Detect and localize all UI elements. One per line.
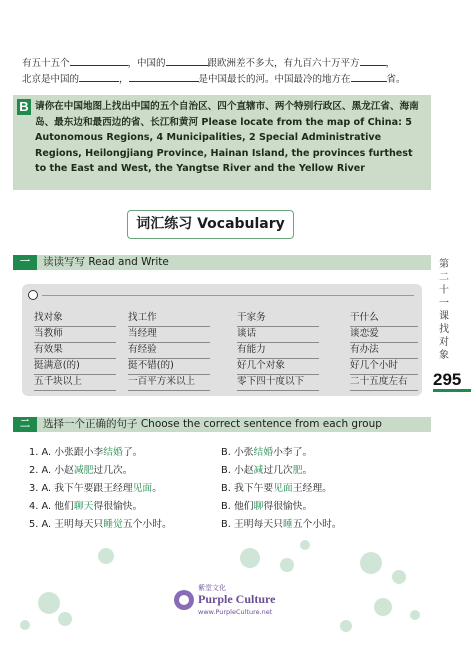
choice-b: B. 小张结婚小李了。 — [221, 447, 313, 458]
word-cell: 有经验 — [128, 343, 210, 359]
fill-text: ， — [385, 58, 396, 69]
choice-row — [29, 500, 429, 518]
fill-text: 有五十五个 — [22, 58, 70, 69]
word-row — [34, 327, 418, 343]
word-cell: 二十五度左右 — [350, 375, 418, 391]
choice-row — [29, 446, 429, 464]
blank — [79, 73, 119, 82]
blank — [166, 57, 208, 66]
choice-row — [29, 518, 429, 536]
section-1-header — [13, 255, 431, 270]
blank — [351, 73, 387, 82]
circle-icon — [28, 290, 38, 300]
choice-a: 4. A. 他们聊天得很愉快。 — [29, 501, 143, 512]
word-cell: 找工作 — [128, 311, 210, 327]
choice-b: B. 我下午要见面王经理。 — [221, 483, 332, 494]
choice-a: 3. A. 我下午要跟王经理见面。 — [29, 483, 162, 494]
word-cell: 挺满意(的) — [34, 359, 116, 375]
word-cell: 当经理 — [128, 327, 210, 343]
logo-en-text: Purple Culture — [198, 592, 276, 606]
blank — [70, 57, 128, 66]
word-row — [34, 375, 418, 391]
word-cell: 好几个对象 — [237, 359, 319, 375]
choice-a: 5. A. 王明每天只睡觉五个小时。 — [29, 519, 172, 530]
divider — [42, 295, 414, 296]
fill-text: ，中国的 — [127, 58, 166, 69]
fill-text: 省。 — [386, 74, 406, 85]
fill-in-line-2 — [22, 73, 427, 86]
word-grid — [34, 311, 418, 391]
decorative-dot — [360, 552, 382, 574]
word-cell: 干家务 — [237, 311, 319, 327]
word-cell: 找对象 — [34, 311, 116, 327]
decorative-dot — [20, 620, 30, 630]
word-cell: 有能力 — [237, 343, 319, 359]
word-row — [34, 343, 418, 359]
word-cell: 好几个小时 — [350, 359, 418, 375]
decorative-dot — [392, 570, 406, 584]
choice-a: 1. A. 小张跟小李结婚了。 — [29, 447, 143, 458]
decorative-dot — [38, 592, 60, 614]
decorative-dot — [300, 540, 310, 550]
decorative-dot — [374, 598, 392, 616]
word-cell: 谈恋爱 — [350, 327, 418, 343]
section-b-instructions: 请你在中国地图上找出中国的五个自治区、四个直辖市、两个特别行政区、黑龙江省、海南岛、最东边和最西边的省、长江和黄河 Please locate from the map of China: 5 Autonomous Regions, 4 Municipalities, 2 Special Administrative Regions, Heilongjiang Province, Hainan Island, the provinces furthest to the East and West, the Yangtse River and the Yellow River — [35, 101, 419, 174]
section-2-title: 选择一个正确的句子 Choose the correct sentence from each group — [43, 418, 382, 430]
section-b-box — [13, 95, 431, 190]
choice-b: B. 王明每天只睡五个小时。 — [221, 519, 342, 530]
decorative-dot — [280, 558, 294, 572]
word-cell: 挺不错(的) — [128, 359, 210, 375]
choice-b: B. 小赵减过几次肥。 — [221, 465, 313, 476]
logo-mark-icon — [174, 590, 194, 610]
fill-text: ， — [119, 74, 129, 85]
logo-url-text: www.PurpleCulture.net — [198, 608, 273, 616]
choice-b: B. 他们聊得很愉快。 — [221, 501, 313, 512]
decorative-dot — [410, 610, 420, 620]
word-cell: 五千块以上 — [34, 375, 116, 391]
blank — [129, 73, 199, 82]
section-1-number: 一 — [13, 255, 37, 270]
word-cell: 有办法 — [350, 343, 418, 359]
word-cell: 一百平方米以上 — [128, 375, 210, 391]
word-cell: 零下四十度以下 — [237, 375, 319, 391]
word-cell: 干什么 — [350, 311, 418, 327]
choice-row — [29, 482, 429, 500]
blank — [360, 57, 386, 66]
word-box — [22, 284, 422, 396]
fill-text: 跟欧洲差不多大，有九百六十万平方 — [207, 58, 360, 69]
word-row — [34, 311, 418, 327]
word-cell: 有效果 — [34, 343, 116, 359]
fill-in-line-1 — [22, 57, 427, 70]
vocabulary-title: 词汇练习 Vocabulary — [127, 210, 294, 239]
choice-a: 2. A. 小赵减肥过几次。 — [29, 465, 133, 476]
choice-list — [29, 446, 429, 536]
page-number-bar — [433, 389, 471, 392]
word-row — [34, 359, 418, 375]
decorative-dot — [98, 548, 114, 564]
page-number: 295 — [433, 370, 462, 389]
choice-row — [29, 464, 429, 482]
decorative-dot — [340, 620, 352, 632]
word-cell: 当教师 — [34, 327, 116, 343]
section-2-header — [13, 417, 431, 432]
section-1-title: 读读写写 Read and Write — [43, 256, 169, 268]
fill-text: 是中国最长的河。中国最冷的地方在 — [198, 74, 351, 85]
section-2-number: 二 — [13, 417, 37, 432]
purple-culture-logo — [174, 582, 284, 622]
chapter-side-label: 第二十一课 找对象 — [439, 259, 449, 361]
fill-text: 北京是中国的 — [22, 74, 80, 85]
word-cell: 谈话 — [237, 327, 319, 343]
decorative-dot — [58, 612, 72, 626]
section-b-badge: B — [17, 99, 31, 115]
logo-cn-text: 紫堂文化 — [198, 584, 226, 592]
decorative-dot — [240, 548, 260, 568]
